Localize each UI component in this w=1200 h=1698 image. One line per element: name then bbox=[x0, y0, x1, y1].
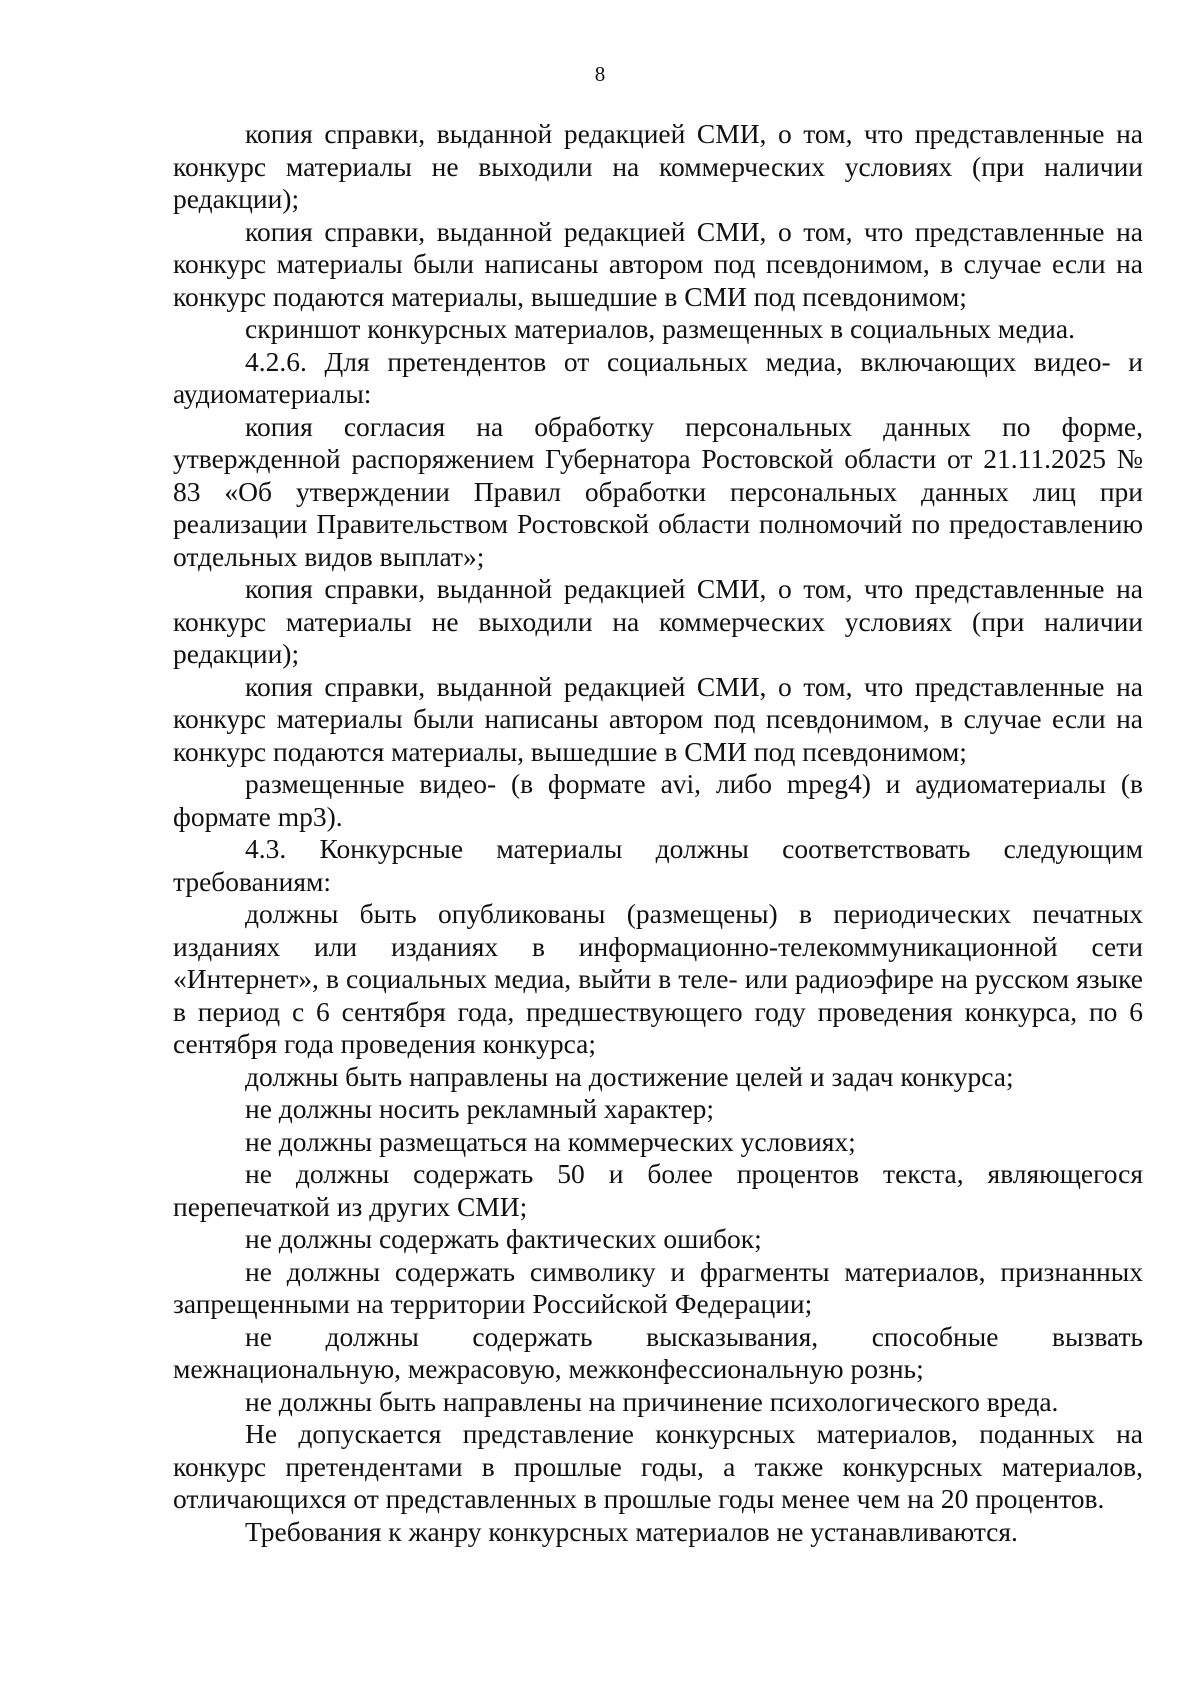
paragraph: не должны содержать символику и фрагменты материалов, признанных запрещенными на территории Российской Федерации; bbox=[173, 1255, 1143, 1319]
paragraph: Требования к жанру конкурсных материалов не устанавливаются. bbox=[245, 1515, 1018, 1547]
paragraph: должны быть опубликованы (размещены) в периодических печатных изданиях или изданиях в информационно-телекоммуникационной сети «Интернет», в социальных медиа, выйти в теле- или радиоэфире на русском языке в период с 6 сентября года, предшествующего году проведения конкурса, по 6 сентября года проведения конкурса; bbox=[173, 898, 1143, 1059]
paragraph: копия справки, выданной редакцией СМИ, о том, что представленные на конкурс материалы не выходили на коммерческих условиях (при наличии редакции); bbox=[173, 573, 1143, 669]
paragraph: не должны размещаться на коммерческих условиях; bbox=[245, 1125, 856, 1157]
document-body bbox=[173, 118, 1143, 1548]
paragraph: скриншот конкурсных материалов, размещенных в социальных медиа. bbox=[245, 313, 1075, 344]
paragraph: не должны содержать высказывания, способные вызвать межнациональную, межрасовую, межконфессиональную рознь; bbox=[173, 1320, 1143, 1384]
paragraph: размещенные видео- (в формате avi, либо mpeg4) и аудиоматериалы (в формате mp3). bbox=[173, 768, 1143, 832]
paragraph: не должны носить рекламный характер; bbox=[245, 1093, 715, 1124]
paragraph: не должны содержать фактических ошибок; bbox=[245, 1223, 762, 1254]
paragraph: не должны содержать 50 и более процентов текста, являющегося перепечаткой из других СМИ; bbox=[173, 1158, 1143, 1222]
paragraph: не должны быть направлены на причинение психологического вреда. bbox=[245, 1385, 1059, 1417]
paragraph: Не допускается представление конкурсных материалов, поданных на конкурс претендентами в прошлые годы, а также конкурсных материалов, отличающихся от представленных в прошлые годы менее чем на 20 процентов. bbox=[173, 1418, 1143, 1514]
paragraph: копия справки, выданной редакцией СМИ, о том, что представленные на конкурс материалы не выходили на коммерческих условиях (при наличии редакции); bbox=[173, 118, 1143, 214]
paragraph: копия справки, выданной редакцией СМИ, о том, что представленные на конкурс материалы были написаны автором под псевдонимом, в случае если на конкурс подаются материалы, вышедшие в СМИ под псевдонимом; bbox=[173, 215, 1143, 312]
page-number: 8 bbox=[594, 62, 606, 86]
paragraph: копия согласия на обработку персональных данных по форме, утвержденной распоряжением Губернатора Ростовской области от 21.11.2025 № 83 «Об утверждении Правил обработки персональных данных лиц при реализации Правительством Ростовской области полномочий по предоставлению отдельных видов выплат»; bbox=[173, 410, 1143, 572]
paragraph: 4.3. Конкурсные материалы должны соответствовать следующим требованиям: bbox=[173, 833, 1143, 897]
paragraph: копия справки, выданной редакцией СМИ, о том, что представленные на конкурс материалы были написаны автором под псевдонимом, в случае если на конкурс подаются материалы, вышедшие в СМИ под псевдонимом; bbox=[173, 670, 1143, 767]
paragraph: должны быть направлены на достижение целей и задач конкурса; bbox=[245, 1060, 1014, 1092]
paragraph: 4.2.6. Для претендентов от социальных медиа, включающих видео- и аудиоматериалы: bbox=[173, 345, 1143, 409]
